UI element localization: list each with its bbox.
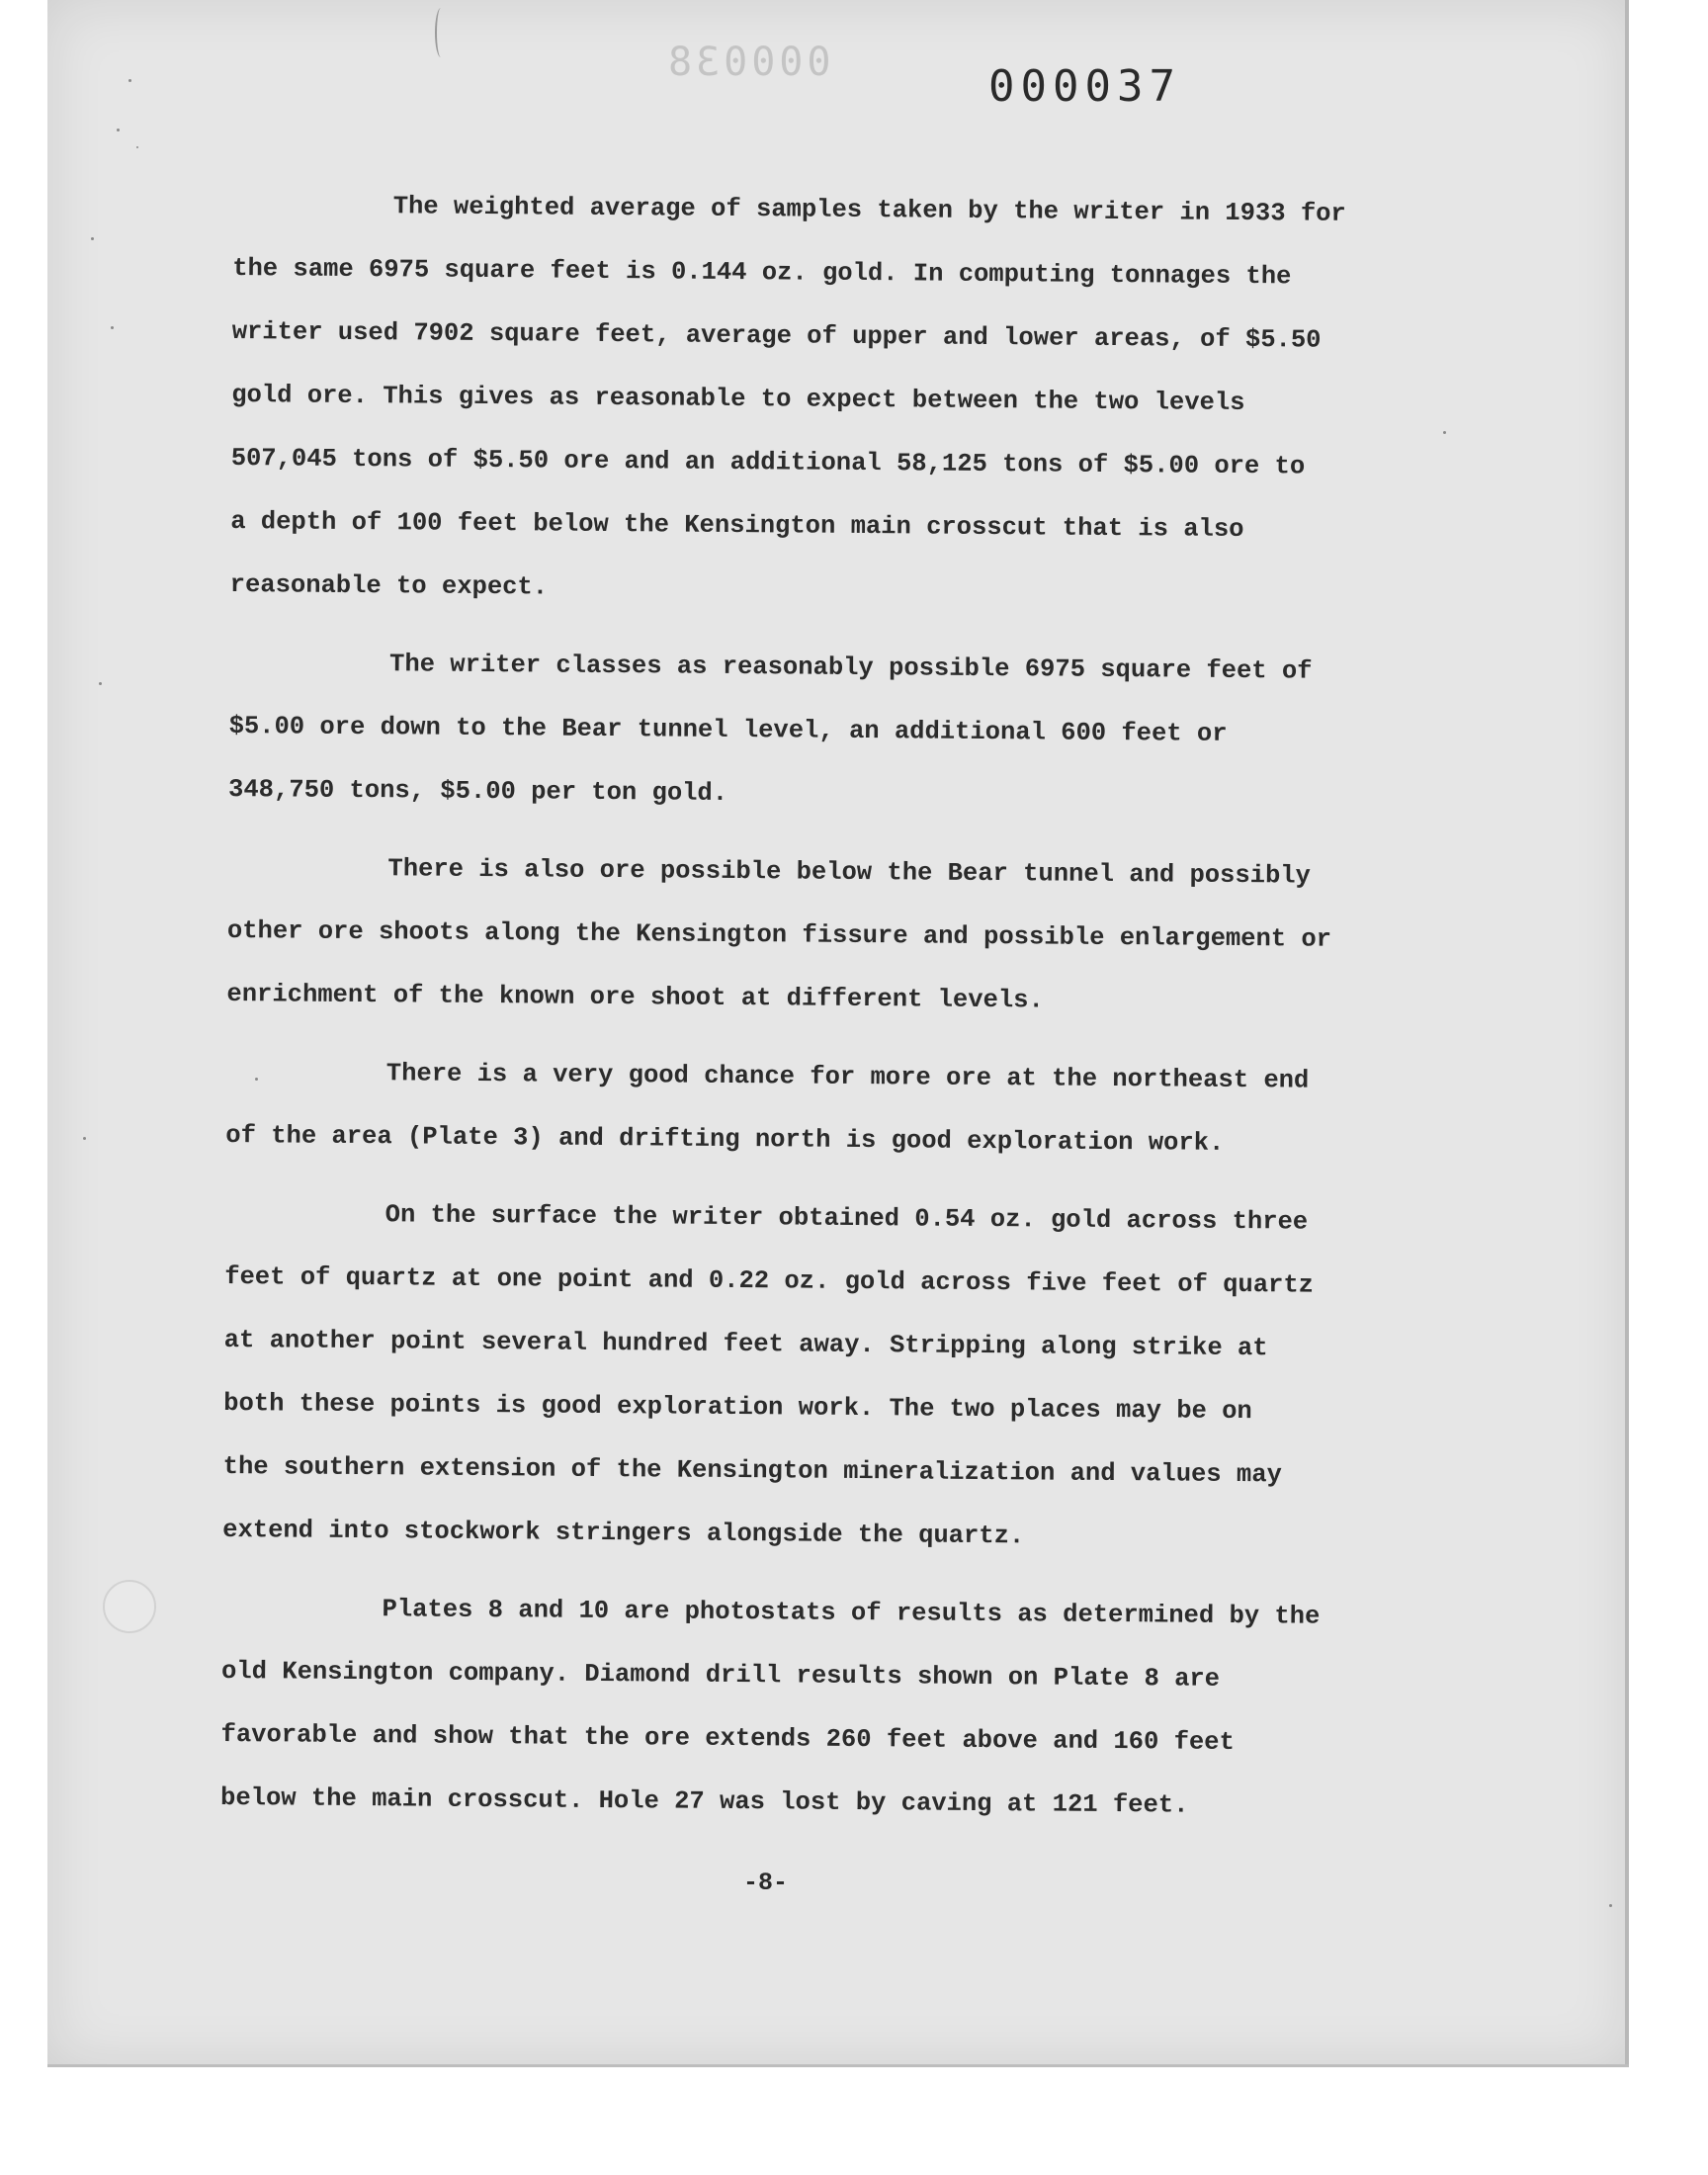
paragraph — [222, 1182, 1491, 1572]
paragraph — [226, 836, 1493, 1036]
paragraph — [228, 632, 1494, 831]
text-line: There is also ore possible below the Bear tunnel and possibly — [387, 854, 1312, 891]
page-number: -8- — [743, 1869, 789, 1897]
text-line: The writer classes as reasonably possible 6975 square feet of — [388, 650, 1313, 686]
text-line: On the surface the writer obtained 0.54 oz. gold across three — [384, 1200, 1309, 1237]
text-line: old Kensington company. Diamond drill results shown on Plate 8 are — [220, 1656, 1221, 1694]
text-line: the same 6975 square feet is 0.144 oz. gold. In computing tonnages the — [232, 253, 1292, 292]
text-line: writer used 7902 square feet, average of upper and lower areas, of $5.50 — [231, 316, 1322, 355]
text-line: Plates 8 and 10 are photostats of results as determined by the — [382, 1595, 1321, 1631]
scan-speck — [128, 79, 131, 82]
paragraph — [229, 174, 1497, 627]
scan-speck — [117, 129, 120, 131]
text-line: below the main crosscut. Hole 27 was lost by caving at 121 feet. — [219, 1783, 1189, 1820]
scan-speck — [99, 682, 102, 685]
text-line: 348,750 tons, $5.00 per ton gold. — [227, 774, 728, 808]
paragraph — [225, 1041, 1492, 1177]
text-line: $5.00 ore down to the Bear tunnel level, an additional 600 feet or — [228, 711, 1228, 748]
text-line: feet of quartz at one point and 0.22 oz. gold across five feet of quartz — [224, 1262, 1315, 1300]
pencil-mark — [435, 8, 447, 57]
scan-speck — [111, 326, 114, 329]
document-id-number: 000037 — [988, 61, 1181, 112]
scan-speck — [83, 1137, 86, 1140]
scan-speck — [1609, 1904, 1612, 1907]
text-line: The weighted average of samples taken by the writer in 1933 for — [392, 192, 1346, 228]
text-line: There is a very good chance for more ore at the northeast end — [385, 1059, 1310, 1095]
text-line: the southern extension of the Kensington mineralization and values may — [222, 1451, 1282, 1490]
text-line: other ore shoots along the Kensington fissure and possible enlargement or — [226, 915, 1332, 954]
paragraph — [220, 1577, 1488, 1840]
scan-speck — [136, 146, 138, 148]
bleed-through-number: 000038 — [664, 40, 831, 85]
text-line: extend into stockwork stringers alongside the quartz. — [222, 1515, 1025, 1551]
punch-hole — [103, 1580, 156, 1633]
page-edge-bottom — [47, 2064, 1629, 2067]
text-line: 507,045 tons of $5.50 ore and an additional 58,125 tons of $5.00 ore to — [230, 443, 1306, 481]
text-line: of the area (Plate 3) and drifting north is good exploration work. — [225, 1120, 1225, 1158]
text-line: reasonable to expect. — [229, 569, 549, 602]
text-line: favorable and show that the ore extends 260 feet above and 160 feet — [220, 1719, 1235, 1758]
scan-speck — [91, 237, 94, 240]
text-line: enrichment of the known ore shoot at different levels. — [226, 979, 1044, 1015]
text-line: gold ore. This gives as reasonable to expect between the two levels — [231, 380, 1245, 418]
text-line: both these points is good exploration work. The two places may be on — [223, 1388, 1252, 1427]
body-text — [220, 174, 1498, 1855]
page-edge-right — [1625, 0, 1629, 2066]
text-line: a depth of 100 feet below the Kensington main crosscut that is also — [230, 506, 1244, 545]
text-line: at another point several hundred feet away. Stripping along strike at — [223, 1325, 1268, 1363]
